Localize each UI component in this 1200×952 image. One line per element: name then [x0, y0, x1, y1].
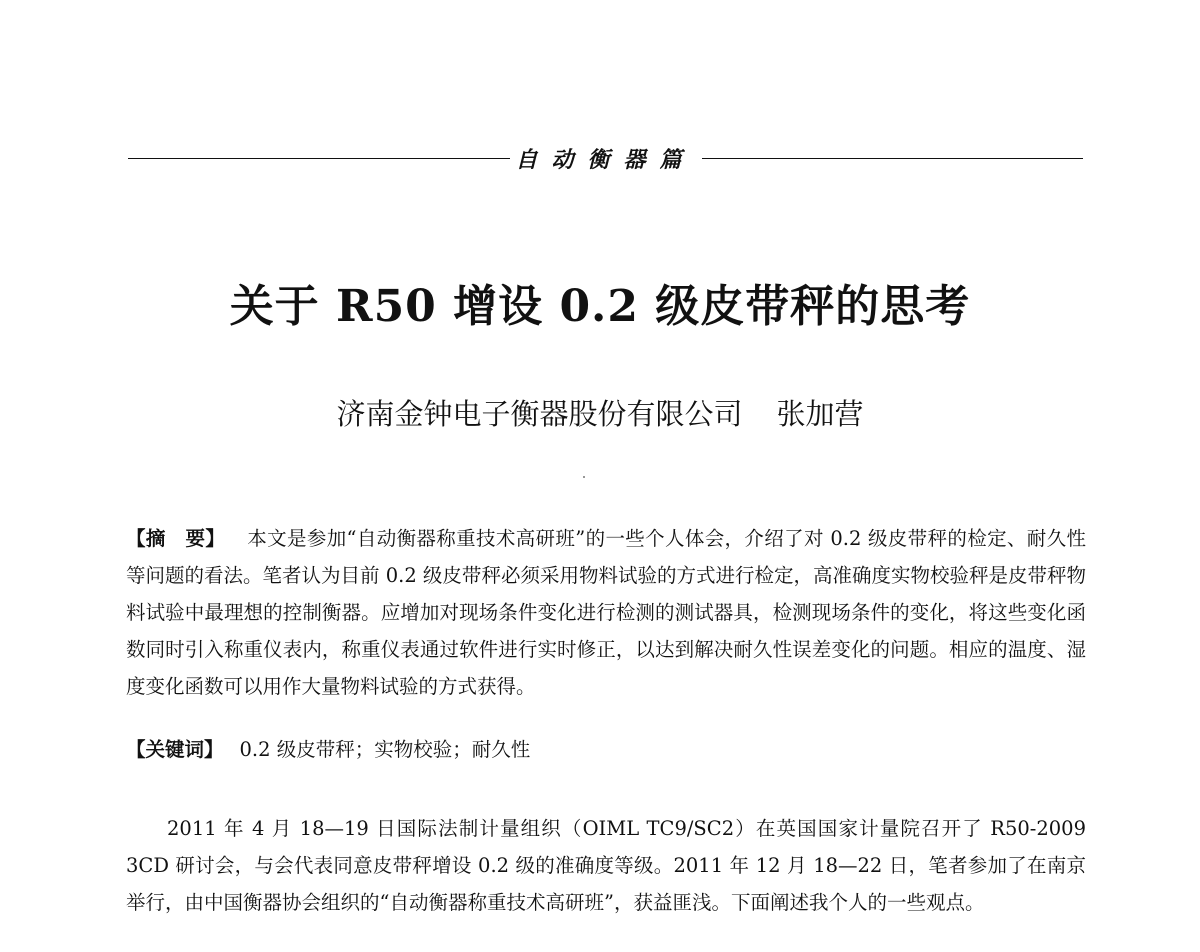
scan-speck: [583, 476, 585, 478]
byline: [0, 392, 1200, 433]
author-name: 张加营: [776, 397, 864, 431]
keywords-text: 0.2 级皮带秤；实物校验；耐久性: [239, 738, 531, 761]
keywords-label: 【关键词】: [126, 738, 224, 761]
article-title: 关于 R50 增设 0.2 级皮带秤的思考: [229, 281, 971, 332]
abstract-text: 本文是参加“自动衡器称重技术高研班”的一些个人体会，介绍了对 0.2 级皮带秤的检定、耐久性等问题的看法。笔者认为目前 0.2 级皮带秤必须采用物料试验的方式进行检定，高准确度实物校验秤是皮带秤物料试验中最理想的控制衡器。应增加对现场条件变化进行检测的测试器具，检测现场条件的变化，将这些变化函数同时引入称重仪表内，称重仪表通过软件进行实时修正，以达到解决耐久性误差变化的问题。相应的温度、湿度变化函数可以用作大量物料试验的方式获得。: [126, 527, 1086, 698]
keywords: [126, 731, 1086, 768]
author-affiliation: 济南金钟电子衡器股份有限公司: [336, 397, 743, 431]
header-rule-right: [702, 158, 1084, 159]
section-header: [128, 138, 1083, 178]
abstract-label: 【摘 要】: [126, 527, 226, 550]
abstract: [126, 520, 1086, 705]
body-text: [126, 810, 1086, 921]
header-rule-left: [128, 158, 510, 159]
section-header-label: 自动衡器篇: [515, 146, 696, 173]
body-paragraph: 2011 年 4 月 18—19 日国际法制计量组织（OIML TC9/SC2）在英国国家计量院召开了 R50-2009 3CD 研讨会，与会代表同意皮带秤增设 0.2 级的准确度等级。2011 年 12 月 18—22 日，笔者参加了在南京举行，由中国衡器协会组织的“自动衡器称重技术高研班”，获益匪浅。下面阐述我个人的一些观点。: [126, 817, 1086, 914]
